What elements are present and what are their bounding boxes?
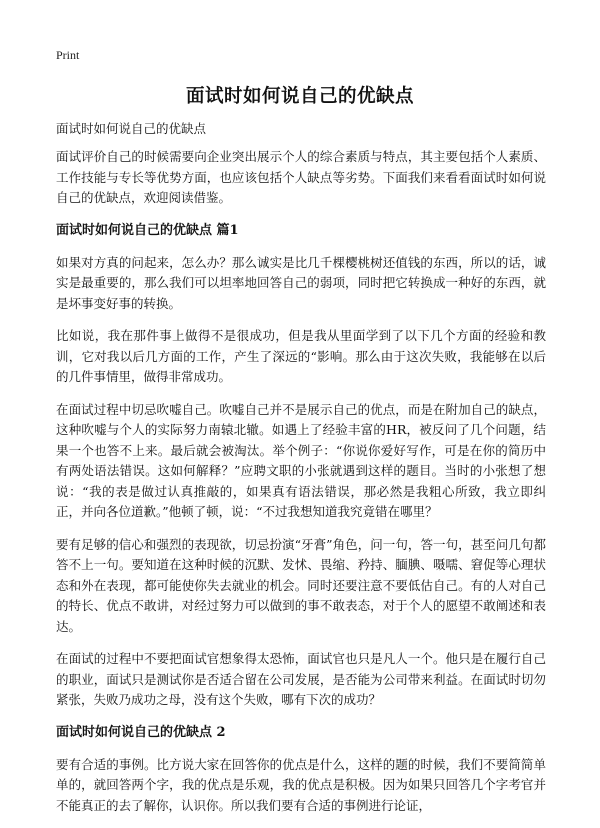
section-heading-1: 面试时如何说自己的优缺点 篇1 [56,222,239,238]
document-subtitle: 面试时如何说自己的优缺点 [56,121,207,136]
section2-paragraph-1: 要有合适的事例。比方说大家在回答你的优点是什么，这样的题的时候，我们不要简简单单的，就回答两个字，我的优点是乐观，我的优点是积极。因为如果只回答几个字考官并不能真正的去了解你，认识你。所以我们要有合适的事例进行论证， [56,756,546,813]
document-body [56,119,546,828]
section1-paragraph-1: 如果对方真的问起来，怎么办？那么诚实是比几千棵樱桃树还值钱的东西，所以的话，诚实是最重要的，那么我们可以坦率地回答自己的弱项，同时把它转换成一种好的东西，就是坏事变好事的转换。 [56,254,546,311]
section1-paragraph-2: 比如说，我在那件事上做得不是很成功，但是我从里面学到了以下几个方面的经验和教训，它对我以后几方面的工作，产生了深远的“影响。那么由于这次失败，我能够在以后的几件事情里，做得非常成功。 [56,328,546,384]
section1-paragraph-4: 要有足够的信心和强烈的表现欲，切忌扮演“牙膏”角色，问一句，答一句，甚至问几句都答不上一句。要知道在这种时候的沉默、发怵、畏缩、矜持、腼腆、嗫嚅、窘促等心理状态和外在表现，都可能使你失去就业的机会。同时还要注意不要低估自己。有的人对自己的特长、优点不敢讲，对经过努力可以做到的事不敢表态，对于个人的愿望不敢阐述和表达。 [56,536,546,634]
section-heading-2: 面试时如何说自己的优缺点 2 [56,724,226,740]
page-title: 面试时如何说自己的优缺点 [185,86,414,107]
section1-paragraph-3: 在面试过程中切忌吹嘘自己。吹嘘自己并不是展示自己的优点，而是在附加自己的缺点，这种吹嘘与个人的实际努力南辕北辙。如遇上了经验丰富的HR，被反问了几个问题，结果一个也答不上来。最后就会被淘汰。举个例子：“你说你爱好写作，可是在你的简历中有两处语法错误。这如何解释？”应聘文职的小张就遇到这样的题目。当时的小张想了想说：“我的表是做过认真推敲的，如果真有语法错误，那必然是我粗心所致，我立即纠正，并向各位道歉。”他顿了顿，说：“不过我想知道我究竟错在哪里？ [56,401,546,519]
intro-paragraph: 面试评价自己的时候需要向企业突出展示个人的综合素质与特点，其主要包括个人素质、工作技能与专长等优势方面，也应该包括个人缺点等劣势。下面我们来看看面试时如何说自己的优缺点，欢迎阅读借鉴。 [56,149,546,205]
print-label: Print [56,48,80,62]
section1-paragraph-5: 在面试的过程中不要把面试官想象得太恐怖，面试官也只是凡人一个。他只是在履行自己的职业，面试只是测试你是否适合留在公司发展，是否能为公司带来利益。在面试时切勿紧张，失败乃成功之母，没有这个失败，哪有下次的成功？ [56,651,546,707]
